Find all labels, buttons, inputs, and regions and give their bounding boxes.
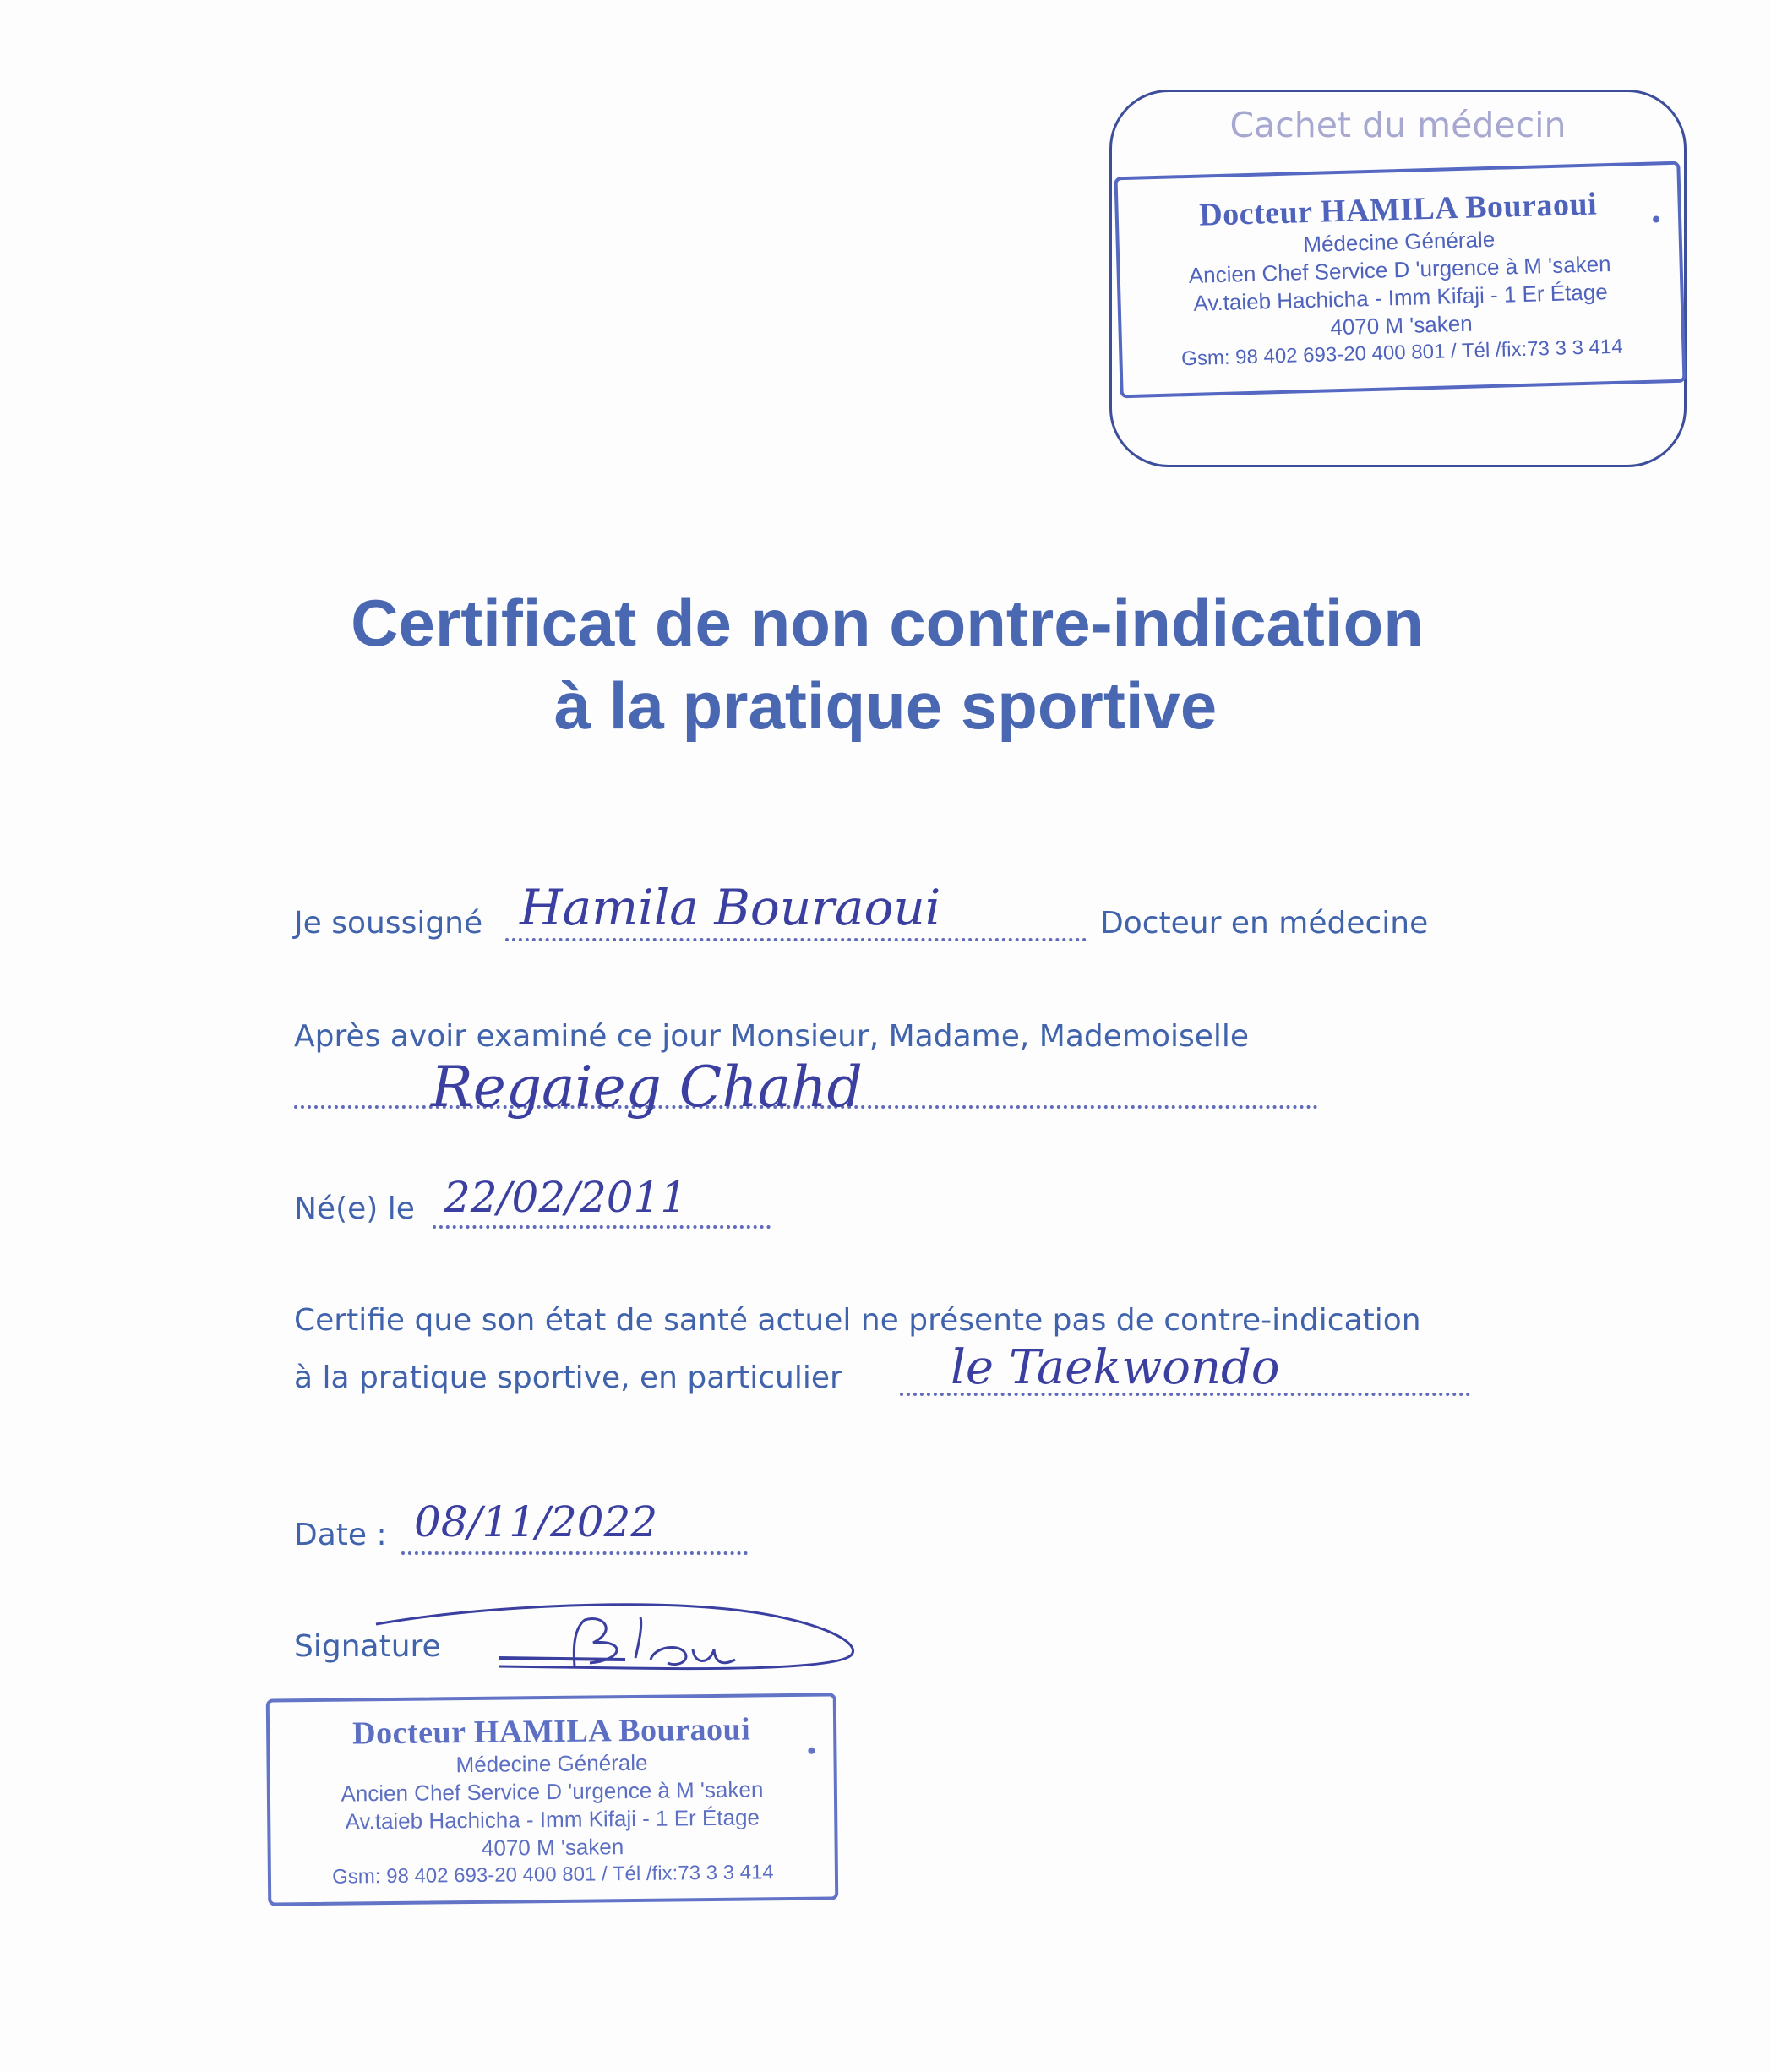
- certify-text-line2: à la pratique sportive, en particulier: [294, 1360, 842, 1395]
- certify-text-line1: Certifie que son état de santé actuel ne présente pas de contre-indication: [294, 1303, 1421, 1338]
- soussigne-suffix: Docteur en médecine: [1100, 906, 1429, 941]
- signature-scribble: [372, 1599, 879, 1692]
- certificate-title-line2: à la pratique sportive: [553, 668, 1218, 743]
- birth-date-handwritten: 22/02/2011: [444, 1173, 688, 1222]
- doctor-name-handwritten: Hamila Bouraoui: [520, 879, 941, 936]
- stamp-city: 4070 M 'saken: [481, 1834, 624, 1861]
- doctor-stamp-bottom: [266, 1693, 839, 1906]
- birth-date-dotted-line: [433, 1225, 771, 1229]
- soussigne-label: Je soussigné: [294, 906, 483, 941]
- soussigne-dotted-line: [505, 938, 1087, 941]
- stamp-frame-label: Cachet du médecin: [1229, 105, 1567, 145]
- signature-label: Signature: [294, 1629, 441, 1664]
- stamp-address: Av.taieb Hachicha - Imm Kifaji - 1 Er Étage: [345, 1804, 760, 1835]
- date-label: Date :: [294, 1518, 387, 1552]
- stamp-phone: Gsm: 98 402 693-20 400 801 / Tél /fix:73 3 3 414: [1180, 335, 1623, 371]
- signature-text: [0, 0, 1, 1]
- examine-label: Après avoir examiné ce jour Monsieur, Madame, Mademoiselle: [294, 1019, 1250, 1054]
- stamp-former-role: Ancien Chef Service D 'urgence à M 'saken: [341, 1776, 764, 1807]
- stamp-doctor-name: Docteur HAMILA Bouraoui: [1198, 186, 1598, 233]
- sport-handwritten: le Taekwondo: [951, 1340, 1280, 1395]
- stamp-city: 4070 M 'saken: [1329, 310, 1474, 341]
- doctor-stamp-top: [1114, 161, 1686, 399]
- stamp-address: Av.taieb Hachicha - Imm Kifaji - 1 Er Étage: [1193, 279, 1609, 316]
- birth-date-label: Né(e) le: [294, 1191, 415, 1226]
- stamp-specialty: Médecine Générale: [455, 1749, 648, 1778]
- certificate-title-line1: Certificat de non contre-indication: [351, 586, 1424, 660]
- stamp-doctor-name: Docteur HAMILA Bouraoui: [351, 1711, 751, 1752]
- date-handwritten: 08/11/2022: [414, 1497, 658, 1546]
- patient-name-handwritten: Regaieg Chahd: [431, 1055, 863, 1120]
- stamp-dot: [808, 1748, 815, 1754]
- stamp-former-role: Ancien Chef Service D 'urgence à M 'saken: [1188, 251, 1611, 288]
- stamp-specialty: Médecine Générale: [1302, 226, 1496, 258]
- stamp-phone: Gsm: 98 402 693-20 400 801 / Tél /fix:73 3 3 414: [332, 1861, 774, 1889]
- date-dotted-line: [401, 1551, 748, 1555]
